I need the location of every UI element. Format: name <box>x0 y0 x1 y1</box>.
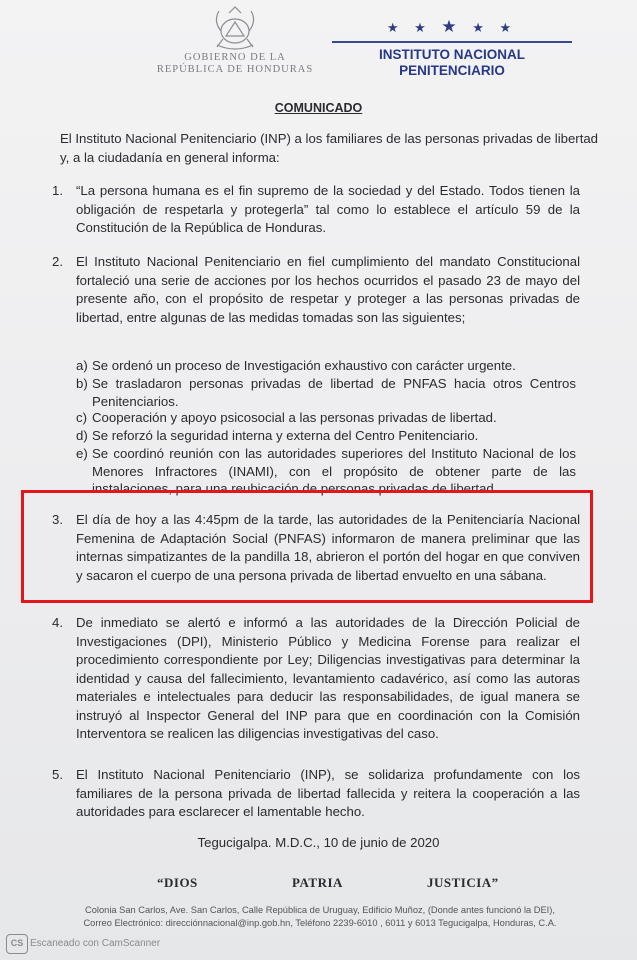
item-number: 3. <box>52 512 63 527</box>
page-title <box>0 101 637 115</box>
item-number: 4. <box>52 615 63 630</box>
inp-name <box>332 47 572 79</box>
gov-line-2: REPÚBLICA DE HONDURAS <box>156 64 314 75</box>
place-date: Tegucigalpa. M.D.C., 10 de junio de 2020 <box>197 835 440 850</box>
measure-text: Se coordinó reunión con las autoridades superiores del Instituto Nacional de los Menores Infractores (INAMI), con el propósito de obtener parte de las instalaciones, para una reubicación de personas privadas de libertad. <box>92 446 576 496</box>
footer-line-1: Colonia San Carlos, Ave. San Carlos, Calle República de Uruguay, Edificio Muñoz, (Donde antes funcionó la DEI), <box>85 905 555 915</box>
measure-label: a) <box>76 358 88 373</box>
measure-label: b) <box>76 376 88 391</box>
measure-text: Se reforzó la seguridad interna y externa del Centro Penitenciario. <box>92 428 479 443</box>
camscanner-logo-icon: CS <box>6 934 28 954</box>
list-item <box>52 766 580 822</box>
item-text: El día de hoy a las 4:45pm de la tarde, las autoridades de la Penitenciaría Nacional Femenina de Adaptación Social (PNFAS) informaron de manera preliminar que las internas simpatizantes de la pandilla 18, abrieron el portón del hogar en que conviven y sacaron el cuerpo de una persona privada de libertad envuelto en una sábana. <box>76 512 580 583</box>
item-text: De inmediato se alertó e informó a las autoridades de la Dirección Policial de Investigaciones (DPI), Ministerio Público y Medicina Forense para realizar el procedimiento correspondiente por Ley; Diligencias investigativas para determinar la identidad y causa del fallecimiento, levantamiento cadavérico, así como las autoras materiales e intelectuales para deducir las responsabilidades, de igual manera se instruyó al Inspector General del INP para que en coordinación con la Comisión Interventora se realicen las diligencias investigativas del caso. <box>76 615 580 741</box>
honduras-coat-of-arms-icon <box>207 5 263 51</box>
inp-header <box>332 17 572 79</box>
item-text: El Instituto Nacional Penitenciario (INP), se solidariza profundamente con los familiares de la persona privada de libertad fallecida y reitera la cooperación a las autoridades para esclarecer el lamentable hecho. <box>76 767 580 819</box>
item-number: 5. <box>52 767 63 782</box>
intro-paragraph: El Instituto Nacional Penitenciario (INP) a los familiares de las personas privadas de libertad y, a la ciudadanía en general informa: <box>60 131 599 165</box>
motto-dios: “DIOS <box>157 875 198 890</box>
item-number: 1. <box>52 183 63 198</box>
measure-text: Se ordenó un proceso de Investigación exhaustivo con carácter urgente. <box>92 358 516 373</box>
header-rule <box>332 41 572 43</box>
title-text: COMUNICADO <box>274 101 363 115</box>
list-item <box>52 253 580 345</box>
red-highlight-box <box>21 490 593 603</box>
government-name <box>150 52 320 76</box>
scanner-watermark: Escaneado con CamScanner <box>30 938 161 949</box>
footer-address <box>10 904 630 930</box>
inp-line-1: INSTITUTO NACIONAL <box>379 47 525 62</box>
item-text: El Instituto Nacional Penitenciario en fiel cumplimiento del mandato Constitucional fortaleció una serie de acciones por los hechos ocurridos el pasado 23 de mayo del presente año, con el propósito de respetar y proteger a las personas privadas de libertad, entre algunas de las medidas tomadas son las siguientes; <box>76 254 580 325</box>
measure-text: Se trasladaron personas privadas de libertad de PNFAS hacia otros Centros Penitenciarios. <box>92 376 576 409</box>
list-item <box>52 182 580 238</box>
stars-icon: ★ ★ ★ ★ ★ <box>386 17 518 36</box>
government-header <box>150 5 320 76</box>
motto-patria: PATRIA <box>292 875 343 890</box>
gov-line-1: GOBIERNO DE LA <box>184 52 286 63</box>
item-number: 2. <box>52 254 63 269</box>
measure-label: c) <box>76 410 87 425</box>
measure-label: d) <box>76 428 88 443</box>
list-item <box>52 614 580 754</box>
measure-label: e) <box>76 446 88 461</box>
motto-justicia: JUSTICIA” <box>427 875 499 890</box>
item-text: “La persona humana es el fin supremo de la sociedad y del Estado. Todos tienen la obligación de respetarla y protegerla” tal como lo establece el artículo 59 de la Constitución de la República de Honduras. <box>76 183 580 235</box>
inp-line-2: PENITENCIARIO <box>399 63 505 78</box>
measure-text: Cooperación y apoyo psicosocial a las personas privadas de libertad. <box>92 410 497 425</box>
footer-line-2: Correo Electrónico: direcciónnacional@inp.gob.hn, Teléfono 2239-6010 , 6011 y 6013 Tegucigalpa, Honduras, C.A. <box>83 918 557 928</box>
